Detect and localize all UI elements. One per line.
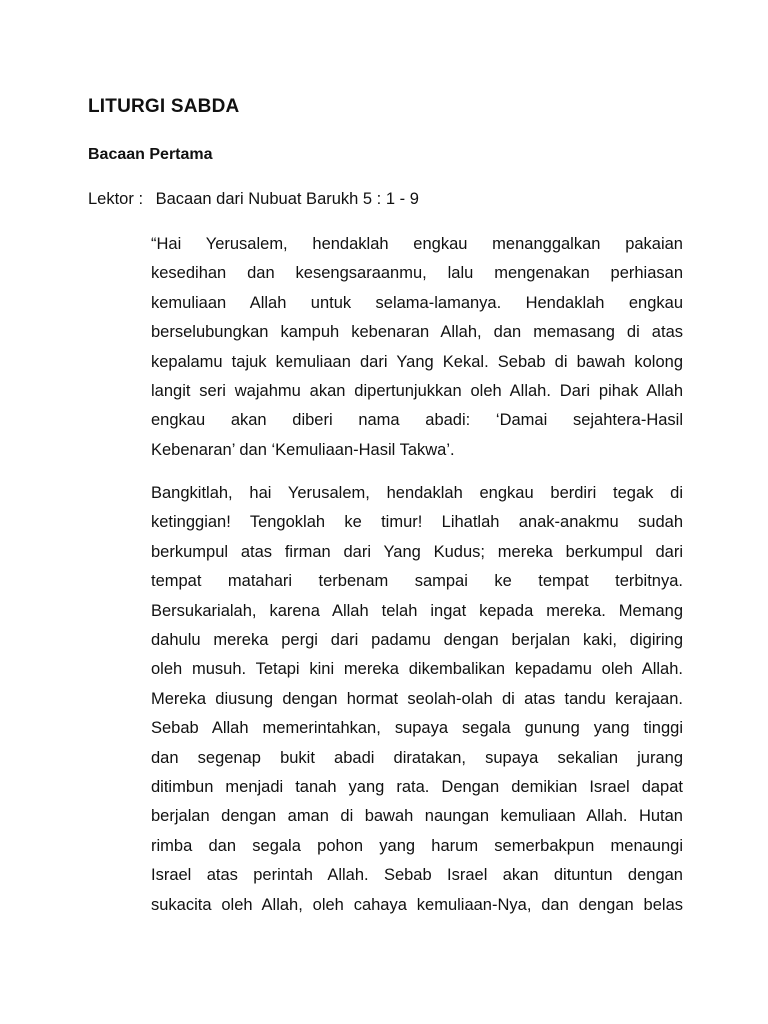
paragraph-line: berjalan dengan aman di bawah naungan kemuliaan Allah. Hutan	[151, 807, 683, 826]
paragraph-line: Bersukarialah, karena Allah telah ingat kepada mereka. Memang	[151, 601, 683, 620]
paragraph-line: Sebab Allah memerintahkan, supaya segala gunung yang tinggi	[151, 719, 683, 738]
paragraph-line: engkau akan diberi nama abadi: ‘Damai sejahtera-Hasil	[151, 411, 683, 430]
paragraph-line: oleh musuh. Tetapi kini mereka dikembalikan kepadamu oleh Allah.	[151, 660, 683, 679]
paragraph-line: kemuliaan Allah untuk selama-lamanya. Hendaklah engkau	[151, 293, 683, 312]
paragraph-line: kepalamu tajuk kemuliaan dari Yang Kekal. Sebab di bawah kolong	[151, 352, 683, 371]
reading-paragraph-2	[151, 479, 683, 920]
paragraph-line: rimba dan segala pohon yang harum semerbakpun menaungi	[151, 836, 683, 855]
paragraph-line: langit seri wajahmu akan dipertunjukkan oleh Allah. Dari pihak Allah	[151, 382, 683, 401]
paragraph-line: Bangkitlah, hai Yerusalem, hendaklah engkau berdiri tegak di	[151, 484, 683, 502]
paragraph-line: Israel atas perintah Allah. Sebab Israel akan dituntun dengan	[151, 866, 683, 885]
paragraph-line: tempat matahari terbenam sampai ke tempat terbitnya.	[151, 572, 683, 591]
paragraph-line: Mereka diusung dengan hormat seolah-olah di atas tandu kerajaan.	[151, 689, 683, 708]
paragraph-line: “Hai Yerusalem, hendaklah engkau menanggalkan pakaian	[151, 235, 683, 253]
paragraph-line: berselubungkan kampuh kebenaran Allah, dan memasang di atas	[151, 323, 683, 342]
paragraph-line: kesedihan dan kesengsaraanmu, lalu mengenakan perhiasan	[151, 264, 683, 283]
reading-reference: Bacaan dari Nubuat Barukh 5 : 1 - 9	[155, 190, 419, 208]
paragraph-line: dahulu mereka pergi dari padamu dengan berjalan kaki, digiring	[151, 631, 683, 650]
paragraph-line: Kebenaran’ dan ‘Kemuliaan-Hasil Takwa’.	[151, 440, 455, 459]
paragraph-line: ketinggian! Tengoklah ke timur! Lihatlah anak-anakmu sudah	[151, 513, 683, 532]
page-title: LITURGI SABDA	[88, 96, 240, 117]
paragraph-line: ditimbun menjadi tanah yang rata. Dengan demikian Israel dapat	[151, 778, 683, 797]
lector-line	[88, 190, 419, 209]
paragraph-line: sukacita oleh Allah, oleh cahaya kemuliaan-Nya, dan dengan belas	[151, 895, 683, 914]
lector-label: Lektor :	[88, 190, 144, 208]
reading-paragraph-1	[151, 230, 683, 465]
section-heading: Bacaan Pertama	[88, 146, 213, 163]
paragraph-line: berkumpul atas firman dari Yang Kudus; mereka berkumpul dari	[151, 542, 683, 561]
paragraph-line: dan segenap bukit abadi diratakan, supaya sekalian jurang	[151, 748, 683, 767]
